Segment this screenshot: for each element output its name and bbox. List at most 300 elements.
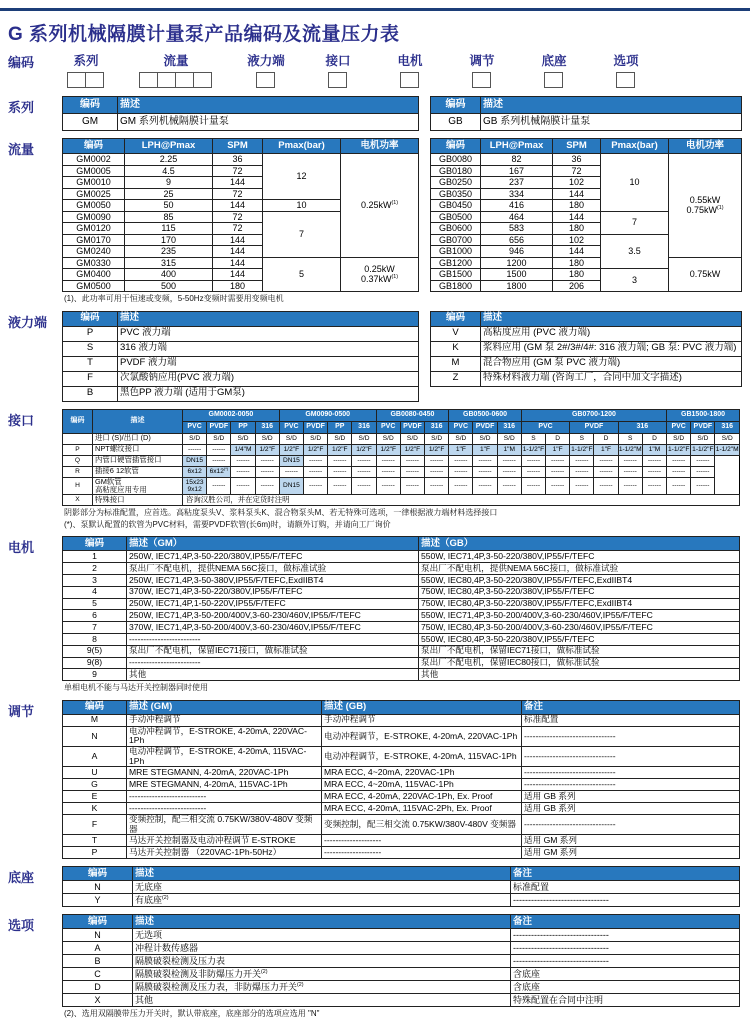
coding-group-2 — [134, 51, 218, 88]
cell: 1 — [63, 551, 127, 563]
cell: Z — [431, 371, 481, 386]
cell: 电动冲程调节，E-STROKE, 4-20mA, 220VAC-1Ph — [322, 726, 522, 746]
cell: GM0002 — [63, 154, 125, 166]
table-row — [63, 455, 740, 466]
cell: 144 — [213, 234, 263, 246]
cell: MRE STEGMANN, 4-20mA, 115VAC-1Ph — [127, 779, 322, 791]
cell: 特殊材料液力端 (咨询工厂，合同中加文字描述) — [481, 371, 742, 386]
cell: GM0050 — [63, 200, 125, 212]
header-cell: 备注 — [522, 700, 740, 714]
cell: 1/4"M — [231, 444, 255, 455]
cell: 标准配置 — [522, 714, 740, 726]
header-cell: 描述（GM） — [127, 537, 419, 551]
header-cell: PVC — [521, 421, 569, 433]
coding-group-8 — [602, 51, 650, 88]
coding-group-4 — [314, 51, 362, 88]
header-cell: GB0080-0450 — [376, 409, 449, 421]
cell: GM0330 — [63, 257, 125, 269]
options-label: 选项 — [8, 918, 35, 934]
cell: ------ — [546, 455, 570, 466]
cell: 隔膜破裂检测及非防爆压力开关$^{(2)}$ — [133, 968, 511, 981]
cell: --------------------------- — [127, 803, 322, 815]
table-row — [63, 847, 740, 859]
cell: 36 — [553, 154, 601, 166]
header-row — [63, 700, 740, 714]
table-row — [63, 657, 740, 669]
cell: 72 — [553, 165, 601, 177]
cell: 3 — [63, 574, 127, 586]
cell: U — [63, 767, 127, 779]
cell: S/D — [207, 433, 231, 444]
code-box — [328, 72, 347, 88]
cell: 1/2"F — [425, 444, 449, 455]
cell: ------ — [304, 466, 328, 477]
header-cell: PVC — [279, 421, 303, 433]
header-row — [63, 311, 419, 326]
cell: ------ — [376, 466, 400, 477]
header-cell: PP — [231, 421, 255, 433]
cell: S/D — [667, 433, 691, 444]
cell: ------ — [521, 455, 545, 466]
code-box — [85, 72, 104, 88]
cell: 含底座 — [511, 981, 740, 994]
coding-group-label: 调节 — [469, 54, 495, 68]
cell: GM0500 — [63, 280, 125, 292]
table-row — [431, 257, 742, 269]
cell: D — [642, 433, 666, 444]
header-cell: GM0002-0050 — [183, 409, 280, 421]
cell: 10 — [263, 200, 341, 212]
cell: ------ — [473, 455, 497, 466]
cell: -------------------------------- — [522, 767, 740, 779]
cell: S — [63, 341, 118, 356]
header-cell: 备注 — [511, 915, 740, 929]
cell: S/D — [691, 433, 715, 444]
coding-group-3 — [242, 51, 290, 88]
coding-box-group — [617, 72, 635, 88]
header-cell: 描述 — [93, 409, 183, 433]
cell: ------ — [400, 466, 424, 477]
cell: 2 — [63, 563, 127, 575]
table-row — [431, 341, 742, 356]
cell: DN15 — [279, 455, 303, 466]
cell: DN15 — [183, 455, 207, 466]
cell: GB1500 — [431, 269, 481, 281]
cell: 50 — [125, 200, 213, 212]
cell: 高粘度应用 (PVC 液力端) — [481, 326, 742, 341]
cell: D — [594, 433, 618, 444]
cell: N — [63, 726, 127, 746]
cell: H — [63, 477, 93, 495]
flow-table-gb — [430, 138, 742, 292]
cell: 1"M — [642, 444, 666, 455]
table-row — [63, 563, 740, 575]
cell: ------ — [328, 455, 352, 466]
table-row — [63, 386, 419, 401]
cell: 5 — [263, 257, 341, 292]
cell: ------ — [400, 455, 424, 466]
cell: GM0120 — [63, 223, 125, 235]
cell: GB0180 — [431, 165, 481, 177]
cell: 其他 — [419, 669, 740, 681]
header-cell: PP — [328, 421, 352, 433]
cell: 泵出厂不配电机，保留IEC80接口，做标准试验 — [419, 657, 740, 669]
cell: ------ — [207, 455, 231, 466]
cell: 1"F — [546, 444, 570, 455]
header-cell: 编码 — [63, 537, 127, 551]
cell: GB1200 — [431, 257, 481, 269]
cell: S/D — [425, 433, 449, 444]
cell: 特殊接口 — [93, 495, 183, 506]
header-cell: LPH@Pmax — [481, 139, 553, 154]
cell: 316 液力端 — [118, 341, 419, 356]
cell: 9(8) — [63, 657, 127, 669]
cell: 550W, IEC71,4P,3-50-220/380V,IP55/F/TEFC — [419, 551, 740, 563]
cell: ------ — [642, 477, 666, 495]
cell: S/D — [231, 433, 255, 444]
cell: GM0400 — [63, 269, 125, 281]
cell: ------ — [618, 466, 642, 477]
table-row — [63, 551, 740, 563]
cell: GM0240 — [63, 246, 125, 258]
table-row — [63, 942, 740, 955]
cell: 冲程计数传感器 — [133, 942, 511, 955]
header-cell: 备注 — [511, 867, 740, 881]
cell: ------ — [231, 477, 255, 495]
cell: 250W, IEC71,4P,3-50-380V,IP55/F/TEFC,ExdIIBT4 — [127, 574, 419, 586]
cell: 3.5 — [601, 234, 669, 269]
cell: ------ — [521, 477, 545, 495]
table-row — [431, 326, 742, 341]
cell: Q — [63, 455, 93, 466]
cell: S/D — [449, 433, 473, 444]
table-row — [63, 881, 740, 894]
cell: 混合物应用 (GM 泵 PVC 液力端) — [481, 356, 742, 371]
table-row — [63, 835, 740, 847]
cell: ------ — [183, 444, 207, 455]
header-cell: PVDF — [304, 421, 328, 433]
cell: GB0450 — [431, 200, 481, 212]
cell: 25 — [125, 188, 213, 200]
cell: 1/2"F — [352, 444, 376, 455]
cell: ------ — [449, 477, 473, 495]
header-cell: PVC — [183, 421, 207, 433]
cell: 750W, IEC80,4P,3-50-220/380V,IP55/F/TEFC,ExdIIBT4 — [419, 598, 740, 610]
cell: 变频控制，配三相交流 0.75KW/380V-480V 变频器 — [322, 815, 522, 835]
cell: MRA ECC, 4~20mA, 115VAC-1Ph — [322, 779, 522, 791]
series-table-gb — [430, 96, 742, 131]
cell: M — [63, 714, 127, 726]
header-cell: PVDF — [473, 421, 497, 433]
header-cell: 编码 — [63, 139, 125, 154]
header-cell: GB0500-0600 — [449, 409, 522, 421]
table-row — [63, 767, 740, 779]
series-label: 系列 — [8, 100, 35, 115]
cell: 583 — [481, 223, 553, 235]
cell: 250W, IEC71,4P,3-50-200/400V,3-60-230/460V,IP55/F/TEFC — [127, 610, 419, 622]
cell: 1-1/2"M — [715, 444, 740, 455]
cell: 464 — [481, 211, 553, 223]
coding-group-5 — [386, 51, 434, 88]
cell: 144 — [213, 257, 263, 269]
header-row — [431, 311, 742, 326]
coding-box-group — [545, 72, 563, 88]
cell: 无选项 — [133, 929, 511, 942]
cell: ------ — [449, 466, 473, 477]
cell: 180 — [553, 200, 601, 212]
cell: 变频控制，配三相交流 0.75KW/380V-480V 变频器 — [127, 815, 322, 835]
cell — [63, 433, 93, 444]
header-cell: PVDF — [691, 421, 715, 433]
header-cell: 316 — [352, 421, 376, 433]
cell: ------ — [207, 477, 231, 495]
cell: 适用 GB 系列 — [522, 803, 740, 815]
top-divider — [0, 8, 750, 11]
table-row — [63, 326, 419, 341]
cell: GB — [431, 114, 481, 131]
cell: 适用 GM 系列 — [522, 835, 740, 847]
cell: 隔膜破裂检测及压力表 — [133, 955, 511, 968]
table-row — [63, 815, 740, 835]
table-row — [63, 622, 740, 634]
header-cell: 编码 — [431, 139, 481, 154]
cell: S/D — [255, 433, 279, 444]
cell: 6 — [63, 610, 127, 622]
header-cell: Pmax(bar) — [263, 139, 341, 154]
cell: S/D — [352, 433, 376, 444]
cell: S/D — [328, 433, 352, 444]
cell: ------ — [497, 477, 521, 495]
header-row — [431, 139, 742, 154]
cell: 370W, IEC71,4P,3-50-200/400V,3-60-230/460V,IP55/F/TEFC — [127, 622, 419, 634]
cell: 浆料应用 (GM 泵 2#/3#/4#: 316 液力端; GB 泵: PVC 液力端) — [481, 341, 742, 356]
options-table — [62, 914, 740, 1007]
cell: 1/2"F — [255, 444, 279, 455]
cell: $0.25kW^{(1)}$ — [341, 154, 419, 258]
cell: 180 — [553, 223, 601, 235]
cell: 其他 — [127, 669, 419, 681]
cell: 1-1/2"F — [521, 444, 545, 455]
header-row — [63, 97, 419, 114]
cell: 167 — [481, 165, 553, 177]
header-cell: PVDF — [570, 421, 618, 433]
cell: -------------------------------- — [522, 815, 740, 835]
options-section — [8, 914, 742, 1019]
header-cell: PVC — [667, 421, 691, 433]
cell: GB0500 — [431, 211, 481, 223]
cell: K — [431, 341, 481, 356]
coding-box-group — [140, 72, 212, 88]
flow-footnote: (1)、此功率可用于恒速或变频，5-50Hz变频时需要用变频电机 — [64, 294, 284, 303]
cell: 手动冲程调节 — [322, 714, 522, 726]
header-cell: GB0700-1200 — [521, 409, 666, 421]
code-box — [157, 72, 176, 88]
interface-section — [8, 409, 742, 530]
cell: X — [63, 495, 93, 506]
cell: P — [63, 847, 127, 859]
cell: S/D — [304, 433, 328, 444]
code-box — [400, 72, 419, 88]
cell: 250W, IEC71,4P,1-50-220V,IP55/F/TEFC — [127, 598, 419, 610]
coding-group-1 — [62, 51, 110, 88]
cell: 144 — [213, 269, 263, 281]
cell: 144 — [553, 211, 601, 223]
cell: 180 — [553, 257, 601, 269]
cell: 400 — [125, 269, 213, 281]
cell: 1800 — [481, 280, 553, 292]
table-row — [63, 444, 740, 455]
cell: 550W, IEC80,4P,3-50-220/380V,IP55/F/TEFC — [419, 633, 740, 645]
cell: ------ — [231, 466, 255, 477]
cell: 4.5 — [125, 165, 213, 177]
cell: 144 — [213, 246, 263, 258]
cell: ------ — [667, 466, 691, 477]
cell: 特殊配置在合同中注明 — [511, 994, 740, 1007]
code-box — [616, 72, 635, 88]
cell: ------ — [642, 455, 666, 466]
cell: 5 — [63, 598, 127, 610]
cell: 1/2"F — [328, 444, 352, 455]
coding-box-group — [401, 72, 419, 88]
series-table-gm — [62, 96, 419, 131]
header-cell: 编码 — [63, 311, 118, 326]
cell: ------ — [691, 477, 715, 495]
cell: K — [63, 803, 127, 815]
cell: 适用 GM 系列 — [522, 847, 740, 859]
cell: 500 — [125, 280, 213, 292]
cell: E — [63, 791, 127, 803]
cell: -------------------------------- — [511, 929, 740, 942]
cell: S — [570, 433, 594, 444]
cell: --------------------------- — [127, 791, 322, 803]
cell: 750W, IEC80,4P,3-50-220/380V,IP55/F/TEFC — [419, 586, 740, 598]
cell: 含底座 — [511, 968, 740, 981]
header-cell: GM0090-0500 — [279, 409, 376, 421]
cell: ------ — [207, 444, 231, 455]
table-row — [63, 495, 740, 506]
cell: MRA ECC, 4-20mA, 220VAC-1Ph, Ex. Proof — [322, 791, 522, 803]
header-cell: Pmax(bar) — [601, 139, 669, 154]
coding-group-7 — [530, 51, 578, 88]
coding-label: 编码 — [8, 55, 35, 70]
cell: 72 — [213, 188, 263, 200]
cell: ------ — [618, 477, 642, 495]
cell: -------------------- — [322, 847, 522, 859]
cell: S/D — [497, 433, 521, 444]
cell: PVDF 液力端 — [118, 356, 419, 371]
coding-group-label: 液力端 — [247, 54, 285, 68]
cell: 206 — [553, 280, 601, 292]
table-row — [63, 968, 740, 981]
regulation-section — [8, 700, 742, 860]
cell: 946 — [481, 246, 553, 258]
cell: 6x12(*) — [207, 466, 231, 477]
cell: P — [63, 326, 118, 341]
cell: 电动冲程调节，E-STROKE, 4-20mA, 115VAC-1Ph — [322, 746, 522, 766]
cell: 0.25kW $0.37kW^{(1)}$ — [341, 257, 419, 292]
cell: ------ — [376, 477, 400, 495]
cell: ------ — [594, 455, 618, 466]
table-row — [63, 466, 740, 477]
cell: S/D — [279, 433, 303, 444]
header-row — [63, 409, 740, 421]
cell: 0.55kW $0.75kW^{(1)}$ — [669, 154, 742, 258]
cell: 4 — [63, 586, 127, 598]
header-cell: PVDF — [400, 421, 424, 433]
cell: ------------------------- — [127, 633, 419, 645]
cell: MRA ECC, 4~20mA, 220VAC-1Ph — [322, 767, 522, 779]
cell: 416 — [481, 200, 553, 212]
table-row — [63, 610, 740, 622]
cell: 72 — [213, 165, 263, 177]
cell: 72 — [213, 223, 263, 235]
header-cell: 描述 (GB) — [322, 700, 522, 714]
cell: 115 — [125, 223, 213, 235]
table-row — [63, 633, 740, 645]
cell: GB0250 — [431, 177, 481, 189]
cell: A — [63, 746, 127, 766]
cell: 泵出厂不配电机，保留IEC71接口，做标准试验 — [127, 645, 419, 657]
cell: T — [63, 835, 127, 847]
table-row — [63, 779, 740, 791]
table-row — [63, 371, 419, 386]
cell: T — [63, 356, 118, 371]
cell: ------ — [279, 466, 303, 477]
cell: 隔膜破裂检测及压力表，非防爆压力开关$^{(2)}$ — [133, 981, 511, 994]
cell: ------ — [546, 477, 570, 495]
page-title: G 系列机械隔膜计量泵产品编码及流量压力表 — [8, 24, 400, 45]
cell: ------ — [352, 466, 376, 477]
cell: 144 — [553, 246, 601, 258]
cell: S/D — [400, 433, 424, 444]
cell: 7 — [601, 211, 669, 234]
cell: ------ — [352, 455, 376, 466]
table-row — [431, 371, 742, 386]
cell: -------------------- — [322, 835, 522, 847]
cell: ------ — [328, 466, 352, 477]
cell: S/D — [183, 433, 207, 444]
liquid-end-section — [8, 311, 742, 402]
header-row — [63, 915, 740, 929]
cell: 144 — [213, 177, 263, 189]
coding-group-label: 电机 — [397, 54, 423, 68]
header-cell: GB1500-1800 — [667, 409, 740, 421]
motor-footnote: 单相电机不能与马达开关控制器同时使用 — [64, 683, 208, 693]
cell: 102 — [553, 234, 601, 246]
cell: A — [63, 942, 133, 955]
table-row — [63, 955, 740, 968]
cell: ------ — [521, 466, 545, 477]
header-cell: 电机功率 — [669, 139, 742, 154]
motor-table — [62, 536, 740, 681]
header-cell: SPM — [213, 139, 263, 154]
cell: 手动冲程调节 — [127, 714, 322, 726]
flow-table-gm — [62, 138, 419, 292]
cell: 1/2"F — [400, 444, 424, 455]
coding-box-group — [68, 72, 104, 88]
header-cell: 编码 — [63, 409, 93, 433]
cell: GM — [63, 114, 118, 131]
cell: 电动冲程调节，E-STROKE, 4-20mA, 115VAC-1Ph — [127, 746, 322, 766]
base-section — [8, 866, 742, 907]
cell: ------ — [255, 477, 279, 495]
cell: 9 — [125, 177, 213, 189]
cell: G — [63, 779, 127, 791]
header-cell: 描述 — [133, 867, 511, 881]
table-row — [63, 257, 419, 269]
header-cell: 描述 — [133, 915, 511, 929]
coding-group-label: 流量 — [163, 54, 189, 68]
